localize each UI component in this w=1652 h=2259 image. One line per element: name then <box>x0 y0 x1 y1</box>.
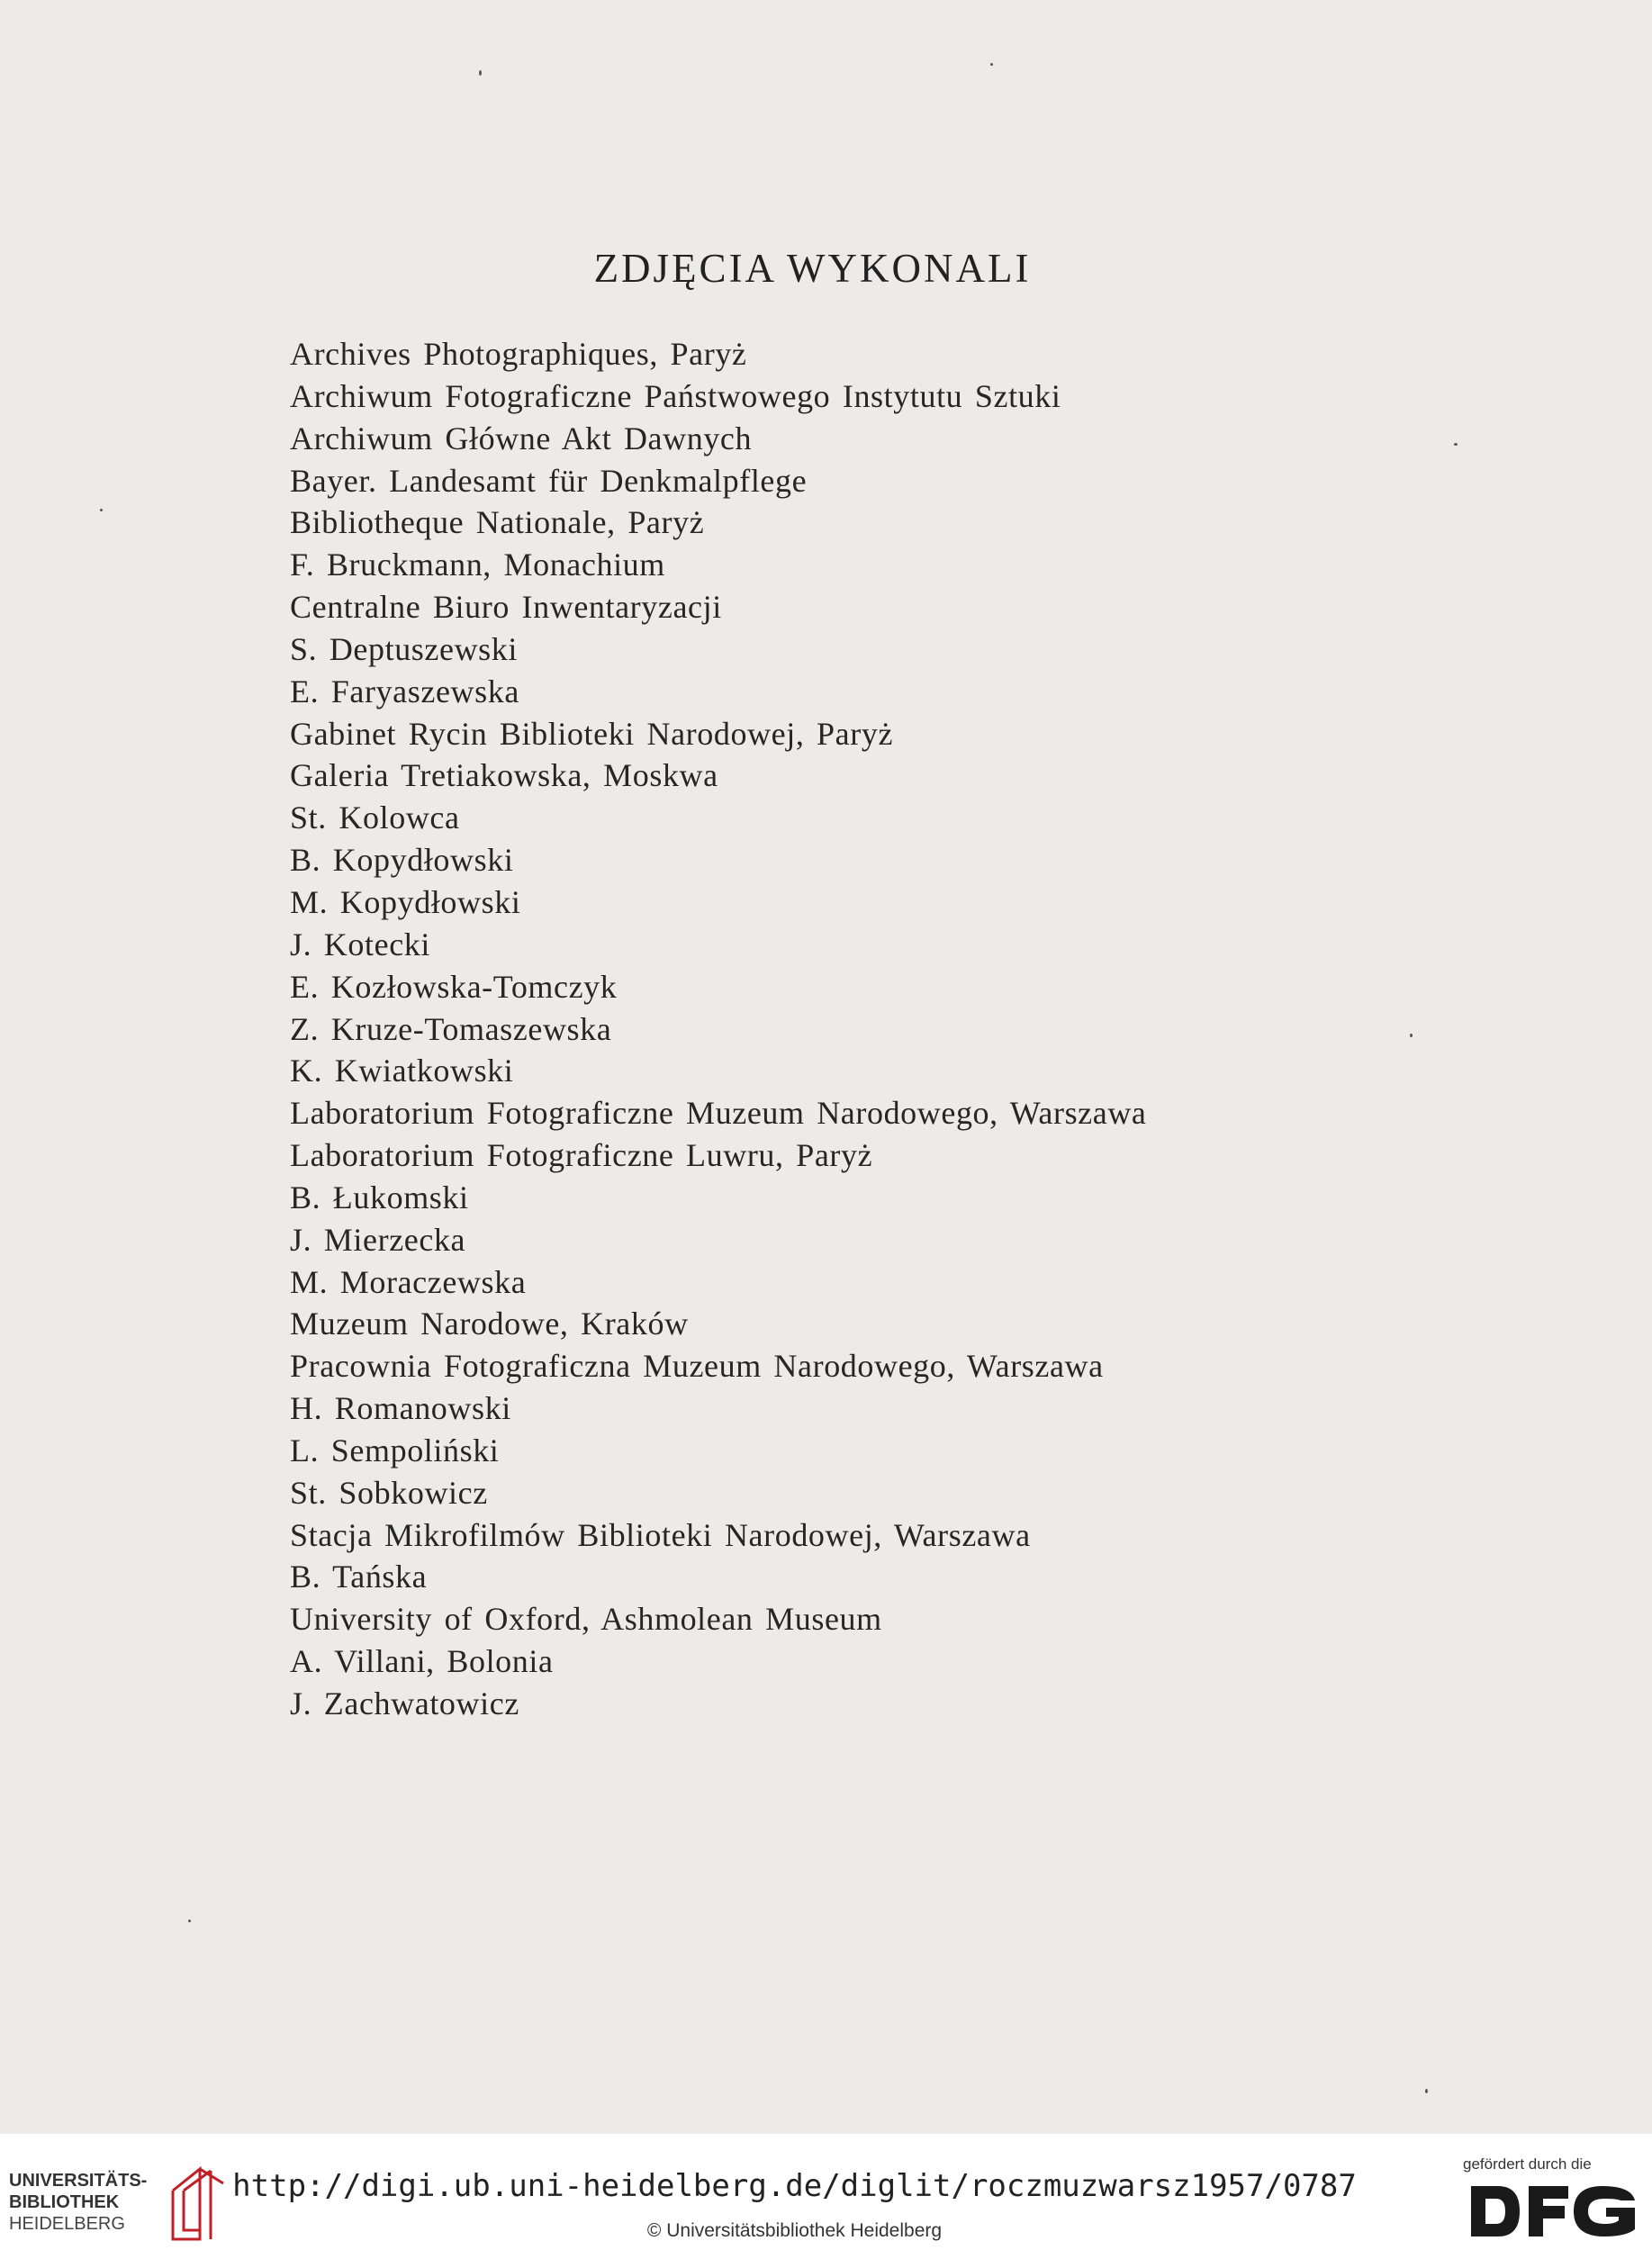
credit-item: B. Kopydłowski <box>290 842 514 879</box>
credit-item: M. Kopydłowski <box>290 883 521 920</box>
credit-item: St. Kolowca <box>290 800 460 836</box>
credit-item: Archives Photographiques, Paryż <box>290 336 747 372</box>
credit-item: E. Faryaszewska <box>290 673 519 709</box>
credit-item: H. Romanowski <box>290 1390 511 1427</box>
credit-item: Muzeum Narodowe, Kraków <box>290 1306 689 1342</box>
credit-item: University of Oxford, Ashmolean Museum <box>290 1601 882 1638</box>
credit-item: Archiwum Główne Akt Dawnych <box>290 420 753 456</box>
credit-item: B. Tańska <box>290 1559 428 1595</box>
credit-item: Centralne Biuro Inwentaryzacji <box>290 589 722 626</box>
scan-speck <box>479 70 482 76</box>
credit-item: J. Mierzecka <box>290 1221 466 1258</box>
credit-item: M. Moraczewska <box>290 1263 527 1300</box>
credit-item: K. Kwiatkowski <box>290 1053 514 1089</box>
credit-item: J. Kotecki <box>290 926 430 962</box>
library-name-line1: UNIVERSITÄTS- <box>9 2171 148 2191</box>
credit-item: Archiwum Fotograficzne Państwowego Instytutu Sztuki <box>290 377 1061 414</box>
page-title: ZDJĘCIA WYKONALI <box>593 246 1032 291</box>
scan-speck <box>1454 443 1458 446</box>
credit-item: Z. Kruze-Tomaszewska <box>290 1010 612 1047</box>
credit-item: Bayer. Landesamt für Denkmalpflege <box>290 462 808 499</box>
credit-item: St. Sobkowicz <box>290 1474 488 1511</box>
footer-bar <box>0 2134 1652 2259</box>
copyright-notice: © Universitätsbibliothek Heidelberg <box>646 2220 943 2241</box>
credit-item: E. Kozłowska-Tomczyk <box>290 968 618 1005</box>
library-name-line2: BIBLIOTHEK <box>9 2192 120 2212</box>
scan-speck <box>100 509 103 511</box>
credit-item: Laboratorium Fotograficzne Luwru, Paryż <box>290 1137 873 1174</box>
scan-speck <box>990 63 993 66</box>
funding-caption: gefördert durch die <box>1463 2155 1592 2173</box>
credit-item: A. Villani, Bolonia <box>290 1643 554 1680</box>
credit-item: Laboratorium Fotograficzne Muzeum Narodowego, Warszawa <box>290 1095 1147 1132</box>
credit-item: B. Łukomski <box>290 1179 469 1215</box>
page-url-link[interactable]: http://digi.ub.uni-heidelberg.de/diglit/roczmuzwarsz1957/0787 <box>232 2168 1357 2204</box>
credit-item: F. Bruckmann, Monachium <box>290 547 665 583</box>
credits-list <box>290 333 1147 1725</box>
credit-item: Gabinet Rycin Biblioteki Narodowej, Paryż <box>290 715 894 752</box>
credit-item: L. Sempoliński <box>290 1432 500 1468</box>
scan-speck <box>1425 2089 1428 2093</box>
credit-item: Galeria Tretiakowska, Moskwa <box>290 757 718 794</box>
credit-item: Pracownia Fotograficzna Muzeum Narodowego, Warszawa <box>290 1348 1104 1385</box>
dfg-logo-icon <box>1467 2181 1638 2242</box>
credit-item: S. Deptuszewski <box>290 630 518 667</box>
library-name-line3: HEIDELBERG <box>9 2214 125 2234</box>
credit-item: Stacja Mikrofilmów Biblioteki Narodowej, Warszawa <box>290 1516 1031 1553</box>
credit-item: Bibliotheque Nationale, Paryż <box>290 504 705 541</box>
scan-speck <box>188 1920 191 1922</box>
credit-item: J. Zachwatowicz <box>290 1685 519 1721</box>
scan-speck <box>1410 1034 1413 1037</box>
